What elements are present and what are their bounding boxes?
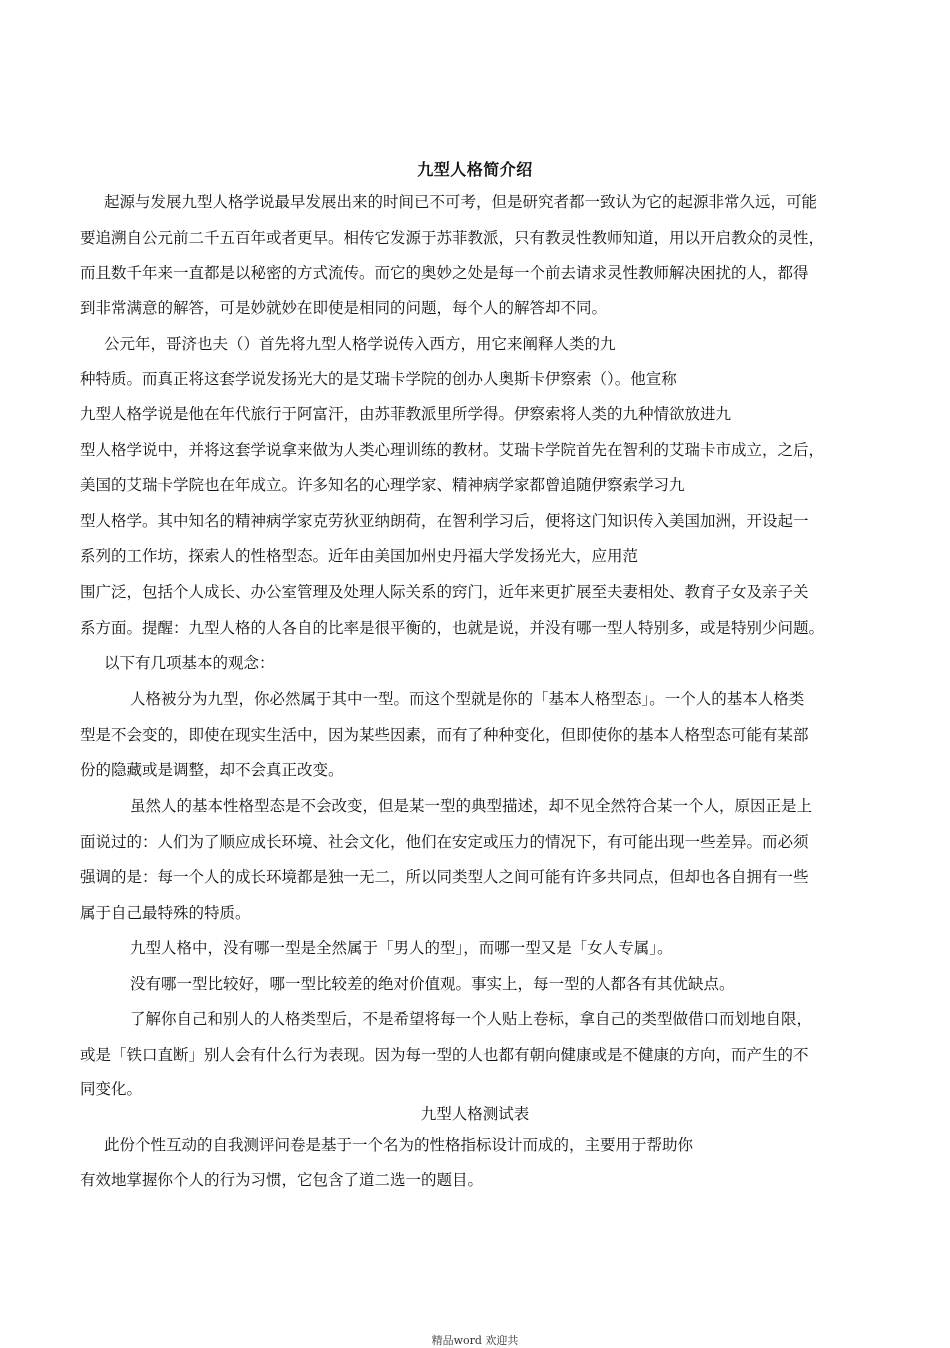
body-line: 公元年，哥济也夫（）首先将九型人格学说传入西方，用它来阐释人类的九 (104, 335, 616, 353)
body-line: 份的隐藏或是调整，却不会真正改变。 (80, 761, 344, 779)
body-line: 没有哪一型比较好，哪一型比较差的绝对价值观。事实上，每一型的人都各有其优缺点。 (130, 975, 735, 993)
body-line: 美国的艾瑞卡学院也在年成立。许多知名的心理学家、精神病学家都曾追随伊察索学习九 (80, 476, 685, 494)
body-line: 要追溯自公元前二千五百年或者更早。相传它发源于苏菲教派，只有教灵性教师知道，用以开启教众的灵性， (80, 229, 825, 247)
body-line: 有效地掌握你个人的行为习惯，它包含了道二选一的题目。 (80, 1171, 484, 1189)
body-line: 到非常满意的解答，可是妙就妙在即使是相同的问题，每个人的解答却不同。 (80, 299, 608, 317)
body-line: 强调的是：每一个人的成长环境都是独一无二，所以同类型人之间可能有许多共同点，但却也各自拥有一些 (80, 868, 809, 886)
body-line: 型人格学。其中知名的精神病学家克劳狄亚纳朗荷，在智利学习后，便将这门知识传入美国加洲，开设起一 (80, 512, 809, 530)
body-line: 以下有几项基本的观念： (104, 654, 275, 672)
body-line: 此份个性互动的自我测评问卷是基于一个名为的性格指标设计而成的，主要用于帮助你 (104, 1136, 694, 1154)
body-line: 系列的工作坊，探索人的性格型态。近年由美国加州史丹福大学发扬光大，应用范 (80, 547, 639, 565)
body-line: 同变化。 (80, 1080, 143, 1098)
body-line: 属于自己最特殊的特质。 (80, 904, 251, 922)
body-line: 虽然人的基本性格型态是不会改变，但是某一型的典型描述，却不见全然符合某一个人，原因正是上 (130, 797, 813, 815)
body-line: 围广泛，包括个人成长、办公室管理及处理人际关系的窍门，近年来更扩展至夫妻相处、教育子女及亲子关 (80, 583, 809, 601)
body-line: 起源与发展九型人格学说最早发展出来的时间已不可考，但是研究者都一致认为它的起源非常久远，可能 (104, 193, 818, 211)
body-line: 面说过的：人们为了顺应成长环境、社会文化，他们在安定或压力的情况下，有可能出现一些差异。而必须 (80, 833, 809, 851)
body-line: 型人格学说中，并将这套学说拿来做为人类心理训练的教材。艾瑞卡学院首先在智利的艾瑞卡市成立，之后， (80, 441, 825, 459)
body-line: 了解你自己和别人的人格类型后，不是希望将每一个人贴上卷标，拿自己的类型做借口而划地自限， (130, 1010, 813, 1028)
document-title: 九型人格简介绍 (417, 160, 533, 179)
body-line: 或是「铁口直断」别人会有什么行为表现。因为每一型的人也都有朝向健康或是不健康的方向，而产生的不 (80, 1046, 809, 1064)
body-line: 九型人格中，没有哪一型是全然属于「男人的型」，而哪一型又是「女人专属」。 (130, 939, 673, 957)
body-line: 九型人格学说是他在年代旅行于阿富汗，由苏菲教派里所学得。伊察索将人类的九种情欲放进九 (80, 405, 732, 423)
body-line: 型是不会变的，即使在现实生活中，因为某些因素，而有了种种变化，但即使你的基本人格型态可能有某部 (80, 726, 809, 744)
body-line: 种特质。而真正将这套学说发扬光大的是艾瑞卡学院的创办人奥斯卡伊察索（）。他宣称 (80, 370, 677, 388)
body-line: 人格被分为九型，你必然属于其中一型。而这个型就是你的「基本人格型态」。一个人的基本人格类 (130, 690, 805, 708)
body-line: 而且数千年来一直都是以秘密的方式流传。而它的奥妙之处是每一个前去请求灵性教师解决困扰的人，都得 (80, 264, 809, 282)
page-footer: 精品word 欢迎共 (431, 1334, 519, 1347)
section-subtitle: 九型人格测试表 (420, 1105, 530, 1123)
body-line: 系方面。提醒：九型人格的人各自的比率是很平衡的，也就是说，并没有哪一型人特别多，或是特别少问题。 (80, 619, 825, 637)
